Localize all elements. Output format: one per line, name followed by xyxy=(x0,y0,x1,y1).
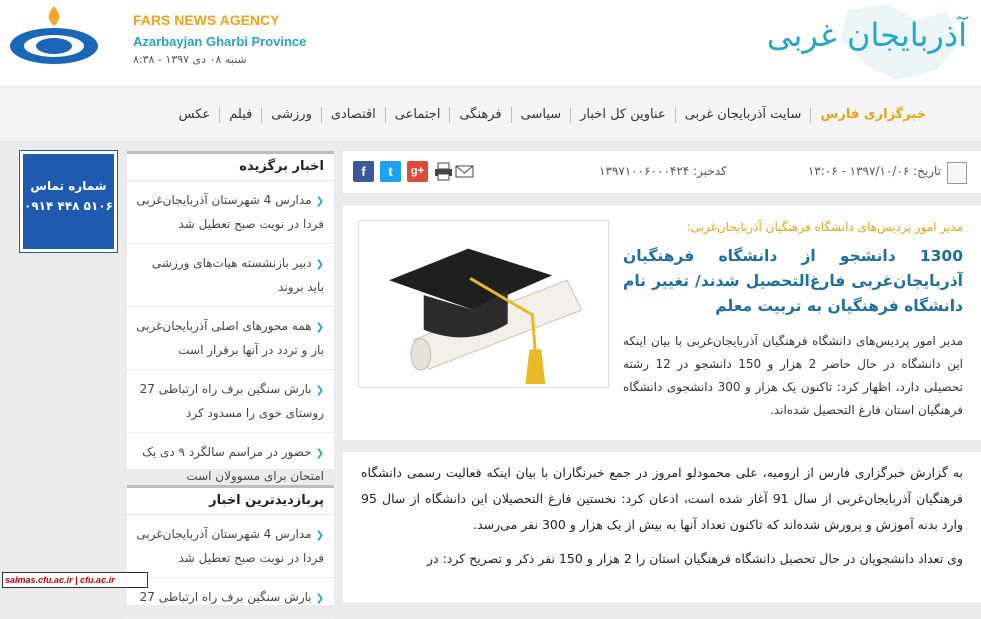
agency-name: FARS NEWS AGENCY xyxy=(133,12,280,28)
list-item-text[interactable]: همه محورهای اصلی آذربایجان‌غربی باز و تردد در آنها برقرار است xyxy=(136,319,324,357)
list-item-text[interactable]: حضور در مراسم سالگرد ۹ دی یک امتحان برای مسوولان است xyxy=(142,445,324,483)
list-item-text[interactable]: مدارس 4 شهرستان آذربایجان‌غربی فردا در نوبت صبح تعطیل شد xyxy=(136,193,324,231)
article-kicker: مدیر امور پردیس‌های دانشگاه فرهنگیان آذربایجان‌غربی: xyxy=(686,220,963,234)
arrow-left-icon: ❮ xyxy=(315,593,324,604)
arrow-left-icon: ❮ xyxy=(315,322,324,333)
list-item[interactable] xyxy=(127,307,334,370)
popular-news-box xyxy=(127,485,334,605)
list-item[interactable] xyxy=(127,370,334,433)
featured-news-title: اخبار برگزیده xyxy=(127,151,334,181)
google-plus-icon[interactable]: g+ xyxy=(407,161,428,182)
article-body xyxy=(343,452,981,602)
nav-item-economy[interactable]: اقتصادی xyxy=(321,107,385,123)
watermark: salmas.cfu.ac.ir | cfu.ac.ir xyxy=(2,572,148,588)
popular-news-title: پربازدیدترین اخبار xyxy=(127,485,334,515)
arrow-left-icon: ❮ xyxy=(315,196,324,207)
list-item[interactable] xyxy=(127,244,334,307)
article-title: 1300 دانشجو از دانشگاه فرهنگیان آذربایجان‌غربی فارغ‌التحصیل شدند/ تغییر نام دانشگاه فرهنگیان به تربیت معلم xyxy=(623,247,963,315)
arrow-left-icon: ❮ xyxy=(315,530,324,541)
graduation-cap-image xyxy=(358,220,609,388)
facebook-icon[interactable]: f xyxy=(353,161,374,182)
article-summary: مدیر امور پردیس‌های دانشگاه فرهنگیان آذربایجان‌غربی با بیان اینکه این دانشگاه در حال حاضر 2 هزار و 150 دانشجو در 12 رشته تحصیلی دارد، اظهار کرد: تاکنون یک هزار و 300 دانشجوی دانشگاه فرهنگیان استان فارغ التحصیل شده‌اند. xyxy=(623,334,964,417)
pdf-icon[interactable] xyxy=(947,162,967,184)
article-paragraph: وی تعداد دانشجویان در حال تحصیل دانشگاه فرهنگیان استان را 2 هزار و 150 نفر ذکر و تصریح کرد: در xyxy=(427,551,963,566)
nav-item-photo[interactable]: عکس xyxy=(178,107,211,122)
twitter-icon[interactable]: t xyxy=(380,161,401,182)
news-code: کدخبر: ۱۳۹۷۱۰۰۶۰۰۰۴۲۴ xyxy=(599,164,727,178)
article-lead xyxy=(343,206,981,440)
arrow-left-icon: ❮ xyxy=(315,448,324,459)
nav-item-site[interactable]: سایت آذربایجان غربی xyxy=(675,107,811,123)
header-date: شنبه ۰۸ دی ۱۳۹۷ - ۸:۳۸ xyxy=(133,53,247,66)
contact-title: شماره تماس xyxy=(30,179,107,193)
contact-number: ۰۹۱۴ ۴۴۸ ۵۱۰۶ xyxy=(24,199,113,213)
contact-box[interactable] xyxy=(20,151,117,252)
fars-logo-icon[interactable] xyxy=(8,4,100,70)
list-item-text[interactable]: مدارس 4 شهرستان آذربایجان‌غربی فردا در نوبت صبح تعطیل شد xyxy=(136,527,324,565)
brand-title[interactable]: آذربایجان غربی xyxy=(766,16,967,54)
arrow-left-icon: ❮ xyxy=(315,385,324,396)
nav-item-culture[interactable]: فرهنگی xyxy=(449,107,510,123)
article-date: تاریخ: ۱۳۹۷/۱۰/۰۶ - ۱۳:۰۶ xyxy=(807,164,941,178)
nav-item-film[interactable]: فیلم xyxy=(219,107,261,123)
email-icon[interactable] xyxy=(454,161,475,182)
nav-item-politics[interactable]: سیاسی xyxy=(511,107,571,123)
province-name: Azarbayjan Gharbi Province xyxy=(133,34,307,49)
nav-item-all-news[interactable]: عناوین کل اخبار xyxy=(570,107,675,123)
nav-item-fars[interactable]: خبرگزاری فارس xyxy=(810,107,935,123)
list-item-text[interactable]: دبیر بازنشسته هیات‌های ورزشی باید بروند xyxy=(151,256,324,294)
site-header xyxy=(0,0,981,86)
nav-item-sports[interactable]: ورزشی xyxy=(261,107,321,123)
list-item-text[interactable]: بارش سنگین برف راه ارتباطی 27 روستای خوی را مسدود کرد xyxy=(139,382,324,420)
nav-item-social[interactable]: اجتماعی xyxy=(385,107,450,123)
list-item[interactable] xyxy=(127,181,334,244)
main-nav xyxy=(0,86,981,142)
arrow-left-icon: ❮ xyxy=(315,259,324,270)
list-item-text[interactable]: بارش سنگین برف راه ارتباطی 27 xyxy=(139,590,312,604)
featured-news-box xyxy=(127,151,334,483)
list-item[interactable] xyxy=(127,515,334,578)
list-item[interactable] xyxy=(127,578,334,619)
article-paragraph: به گزارش خبرگزاری فارس از ارومیه، علی محمودلو امروز در جمع خبرنگاران با بیان اینکه فعالیت رسمی دانشگاه فرهنگیان آذربایجان‌غربی از سال 91 آغاز شده است، اذعان کرد: نخستین فارغ التحصیلان این دانشگاه از سال 95 وارد بدنه آموزش و پرورش شده‌اند که تاکنون تعداد آنها به بیش از یک هزار و 300 نفر می‌رسد. xyxy=(361,465,963,532)
article-toolbar xyxy=(343,151,981,193)
print-icon[interactable] xyxy=(433,161,454,182)
